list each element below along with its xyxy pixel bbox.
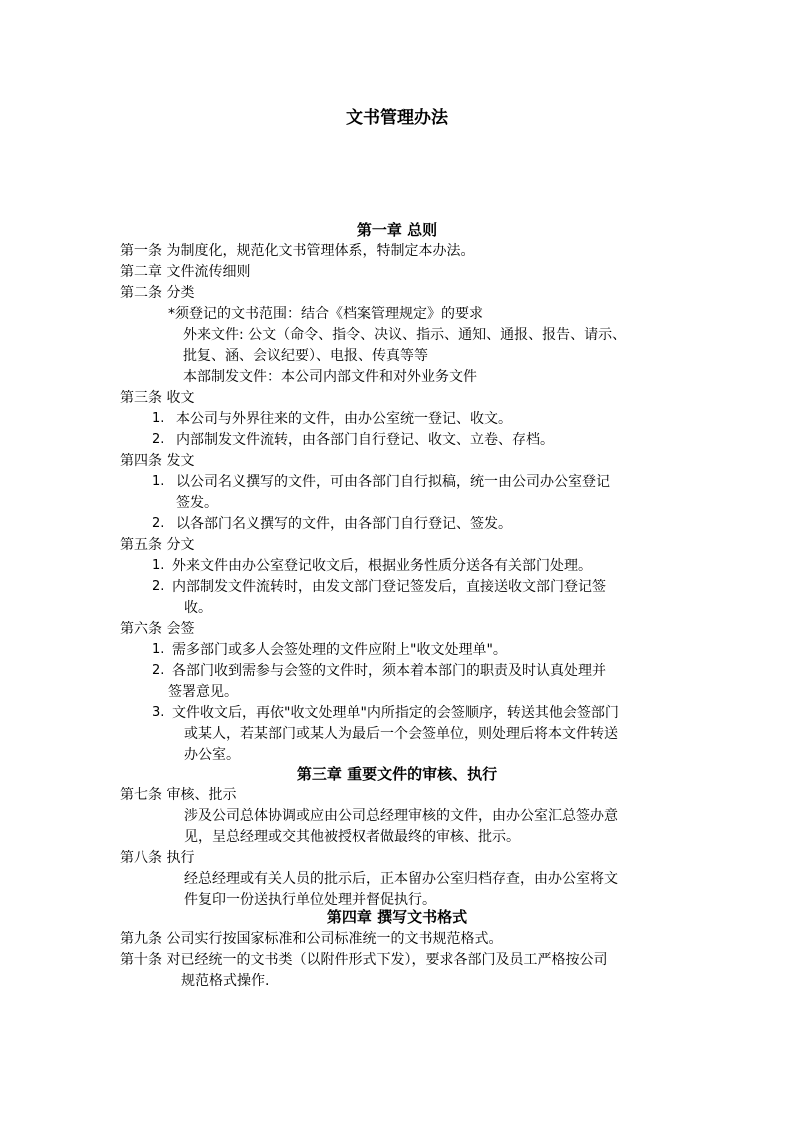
article-3: 第三条 收文 (120, 390, 195, 406)
article-2-line-4: 本部制发文件：本公司内部文件和对外业务文件 (183, 369, 477, 385)
chapter-3-heading: 第三章 重要文件的审核、执行 (296, 765, 498, 783)
article-6-item-1: 需多部门或多人会签处理的文件应附上"收文处理单"。 (172, 642, 507, 658)
article-9: 第九条 公司实行按国家标准和公司标准统一的文书规范格式。 (120, 931, 503, 947)
article-2-line-1: *须登记的文书范围：结合《档案管理规定》的要求 (168, 306, 483, 322)
article-4-item-1-cont: 签发。 (176, 495, 218, 511)
article-1: 第一条 为制度化，规范化文书管理体系，特制定本办法。 (120, 243, 475, 259)
article-4: 第四条 发文 (120, 453, 195, 469)
article-5-item-1: 外来文件由办公室登记收文后，根据业务性质分送各有关部门处理。 (172, 558, 592, 574)
article-6-item-2: 各部门收到需参与会签的文件时，须本着本部门的职责及时认真处理并 (172, 663, 606, 679)
article-6-item-3-cont-1: 或某人，若某部门或某人为最后一个会签单位，则处理后将本文件转送 (184, 726, 618, 742)
article-6: 第六条 会签 (120, 621, 195, 637)
chapter-1-heading: 第一章 总则 (356, 221, 438, 239)
article-5-item-2: 内部制发文件流转时，由发文部门登记签发后，直接送收文部门登记签 (172, 579, 606, 595)
article-8-line-1: 经总经理或有关人员的批示后，正本留办公室归档存查，由办公室将文 (184, 871, 618, 887)
article-8-line-2: 件复印一份送执行单位处理并督促执行。 (184, 892, 436, 908)
article-4-item-1: 以公司名义撰写的文件，可由各部门自行拟稿，统一由公司办公室登记 (176, 474, 610, 490)
chapter-2-heading: 第二章 文件流传细则 (120, 264, 251, 280)
article-6-item-3: 文件收文后，再依"收文处理单"内所指定的会签顺序，转送其他会签部门 (172, 705, 619, 721)
article-7: 第七条 审核、批示 (120, 787, 237, 803)
document-title: 文书管理办法 (346, 108, 448, 128)
article-6-item-2-cont: 签署意见。 (168, 684, 238, 700)
article-7-line-2: 见，呈总经理或交其他被授权者做最终的审核、批示。 (184, 829, 520, 845)
list-number: 2. (152, 516, 165, 531)
list-number: 1. (152, 411, 165, 426)
article-6-item-3-cont-2: 办公室。 (184, 747, 240, 763)
article-4-item-2: 以各部门名义撰写的文件，由各部门自行登记、签发。 (176, 516, 512, 532)
article-2-line-2: 外来文件: 公文（命令、指令、决议、指示、通知、通报、报告、请示、 (183, 327, 627, 343)
list-number: 1. (152, 474, 165, 489)
list-number: 1. (152, 642, 165, 657)
list-number: 2. (152, 663, 165, 678)
list-number: 2. (152, 579, 165, 594)
article-2: 第二条 分类 (120, 285, 195, 301)
article-5: 第五条 分文 (120, 537, 195, 553)
article-8: 第八条 执行 (120, 850, 195, 866)
article-3-item-1: 本公司与外界往来的文件，由办公室统一登记、收文。 (176, 411, 512, 427)
article-10: 第十条 对已经统一的文书类（以附件形式下发），要求各部门及员工严格按公司 (120, 952, 608, 968)
list-number: 3. (152, 705, 165, 720)
article-7-line-1: 涉及公司总体协调或应由公司总经理审核的文件，由办公室汇总签办意 (184, 808, 618, 824)
list-number: 2. (152, 432, 165, 447)
article-10-cont: 规范格式操作. (181, 973, 270, 989)
article-2-line-3: 批复、涵、会议纪要）、电报、传真等等 (183, 348, 428, 364)
article-5-item-2-cont: 收。 (184, 600, 212, 616)
list-number: 1. (152, 558, 165, 573)
chapter-4-heading: 第四章 撰写文书格式 (326, 908, 468, 926)
article-3-item-2: 内部制发文件流转，由各部门自行登记、收文、立卷、存档。 (176, 432, 554, 448)
